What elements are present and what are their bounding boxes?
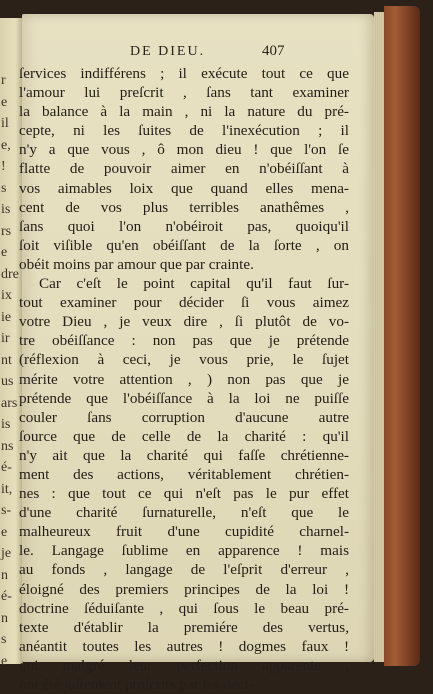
left-page-fragment: je — [1, 546, 12, 561]
left-page-fragment: é- — [1, 460, 12, 475]
text-line: ment des actions, véritablement chrétien- — [19, 465, 349, 483]
text-line: malheureux fruit d'une cupidité charnel- — [19, 523, 349, 541]
text-line: le. Langage ſublime en apparence ! mais — [19, 542, 349, 560]
text-line: n'y ait que la charité qui faſſe chrétienne- — [19, 446, 349, 464]
left-page-fragment: us — [1, 374, 14, 389]
running-title: DE DIEU. — [130, 44, 206, 59]
left-page-fragment: ir — [1, 331, 10, 346]
left-page-fragment: ix — [1, 288, 12, 303]
left-page-fragment: rs — [1, 223, 12, 239]
text-line: ſervices indifférens ; il exécute tout ce que — [19, 65, 349, 82]
text-line: mérite votre attention , ) non pas que je — [19, 370, 349, 388]
left-page-fragment: is — [1, 202, 11, 217]
left-page-fragment: e — [1, 94, 8, 110]
text-line: ont été juſtement proſcrits par les déci- — [19, 676, 254, 693]
left-page-fragment: ! — [1, 159, 6, 174]
left-page-fragment: ars — [1, 395, 18, 411]
left-page-fragment: e, — [1, 137, 11, 153]
text-line: ſans quoi l'on n'obéiroit pas, quoiqu'il — [19, 217, 349, 235]
text-line: texte d'établir la premiére des vertus, — [19, 618, 349, 636]
left-page-fragment: ns — [1, 438, 14, 454]
left-page-fragment: e — [1, 524, 8, 540]
text-line: éloigné des premiers principes de la loi ! — [19, 580, 349, 598]
left-page-fragment: n — [1, 610, 8, 626]
left-page-fragment: dre — [1, 266, 19, 282]
text-line: au fonds , langage de l'eſprit d'erreur , — [19, 561, 349, 579]
text-line: d'une charité ſurnaturelle, n'eſt que le — [19, 504, 349, 522]
text-line: anéantit toutes les autres ! dogmes faux ! — [19, 637, 349, 655]
text-line: votre Dieu , je veux dire , ſi plutôt de vo- — [19, 313, 349, 331]
left-page-margin-text — [1, 70, 21, 672]
text-line: (réflexion à ceci, je vous prie, le ſujet — [19, 351, 349, 369]
text-line: n'y a que vous , ô mon dieu ! que l'on ſe — [19, 141, 349, 159]
left-page-fragment: il — [1, 116, 9, 131]
text-line: la balance à la main , ni la nature du pré- — [19, 103, 349, 121]
text-line: prétende que l'obéiſſance à la loi ne puiſſe — [19, 389, 349, 407]
left-page-fragment: ie — [1, 309, 12, 325]
body-text — [19, 64, 349, 694]
text-line: ſource que de celle de la charité : qu'il — [19, 427, 349, 445]
left-page-fragment: n — [1, 567, 8, 583]
text-line: tre obéiſſance : non pas que je prétende — [19, 332, 349, 350]
left-page-fragment: s — [1, 632, 7, 647]
left-page-fragment: is — [1, 417, 11, 432]
left-page-fragment: s — [1, 180, 7, 196]
left-page-fragment: e — [1, 245, 8, 260]
text-line: couler ſans corruption d'aucune autre — [19, 408, 349, 426]
left-page-fragment: e — [1, 653, 8, 669]
text-line: flatte de pouvoir aimer en n'obéiſſant à — [19, 160, 349, 178]
text-line: cent de vos plus terribles anathêmes , — [19, 198, 349, 216]
text-line: qui malgré leur perfection apparente , — [19, 656, 349, 674]
left-page-fragment: é- — [1, 589, 12, 604]
text-line: doctrine ſéduiſante , qui ſous le beau pré- — [19, 599, 349, 617]
background-edge — [420, 0, 433, 673]
text-line: l'amour lui preſcrit , ſans tant examiner — [19, 84, 349, 102]
text-line: Car c'eſt le point capital qu'il faut ſur- — [39, 275, 349, 293]
page-header — [22, 31, 374, 61]
left-page-fragment: r — [1, 73, 6, 88]
text-line: tout examiner pour décider ſi vous aimez — [19, 294, 349, 312]
text-line: ſoit viſible qu'en obéiſſant de la ſorte , on — [19, 236, 349, 254]
text-line: obéit moins par amour que par crainte. — [19, 255, 254, 273]
left-page-fragment: nt — [1, 352, 12, 368]
leather-binding — [384, 6, 420, 666]
text-line: vos aimables loix que quand elles mena- — [19, 179, 349, 197]
text-line: cepte, ni les ſuites de l'inexécution ; il — [19, 122, 349, 140]
left-page-fragment: it, — [1, 481, 13, 497]
left-page-fragment: s- — [1, 503, 12, 518]
page-fore-edge — [374, 12, 384, 662]
text-line: nes : que tout ce qui n'eſt pas le pur effet — [19, 485, 349, 503]
page-number: 407 — [262, 43, 285, 59]
